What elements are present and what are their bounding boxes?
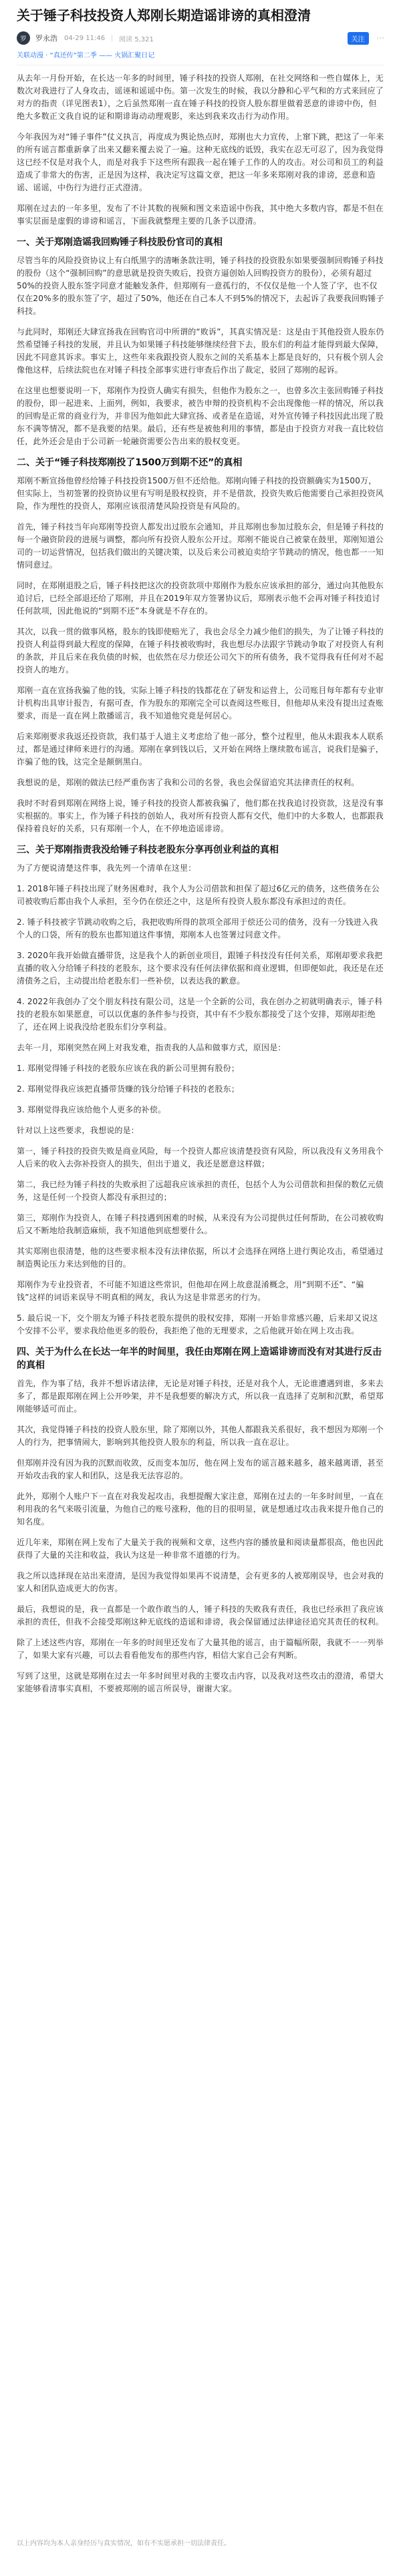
article-meta — [17, 31, 384, 45]
paragraph: 在这里也想要说明一下，郑刚作为投资人确实有损失，但他作为股东之一，也曾多次主张回购锤子科技的股份，即一起进来、上面列，例如，我要求，被告申辩的投资机构不会出现像他一样的情况，所以我的回购是正常的商业行为，并非因为他如此大肆宣扬、或者是在造谣，对外宣传锤子科技因此出现了股东不满等情况，都不是我要的结果。最后，还有些是被他利用的事情，都是由于投资方对我一直比较信任，此外还会是由于公司新一轮融资需要公告出来的股权变更。 — [17, 386, 384, 446]
article-title: 关于锤子科技投资人郑刚长期造谣诽谤的真相澄清 — [17, 7, 311, 23]
section-heading: 三、关于郑刚指责我没给锤子科技老股东分享再创业利益的真相 — [17, 845, 279, 855]
intro-paragraphs — [17, 72, 384, 228]
section-heading: 二、关于“锤子科技郑刚投了1500万到期不还”的真相 — [17, 457, 243, 468]
paragraph: 5. 最后说一下，交个朋友为锤子科技老股东提供的股权安排，郑刚一开始非常感兴趣，后来却又说这个安排不公平，要求我给他更多的股份，我拒绝了他的无理要求，之后他就开始在网上攻击我。 — [17, 1313, 378, 1335]
paragraph: 郑刚在过去的一年多里，发布了不计其数的视频和图文来造谣中伤我，其中绝大多数内容，都是不但在事实层面是虚假的诽谤和谣言，下面我就整理主要的几条予以澄清。 — [17, 204, 384, 226]
paragraph: 同时，在郑刚退股之后，锤子科技把这次的投资款项中郑刚作为股东应该承担的部分，通过向其他股东追讨后，已经全部退还给了郑刚，并且在2019年双方签署协议后，郑刚表示他不会再对锤子科技追讨任何款项，因此他说的“到期不还”本身就是不存在的。 — [17, 581, 384, 616]
paragraph: 我想说的是，郑刚的做法已经严重伤害了我和公司的名誉，我也会保留追究其法律责任的权利。 — [17, 778, 360, 787]
section-3 — [17, 843, 384, 1337]
paragraph: 近几年来，郑刚在网上发布了大量关于我的视频和文章，这些内容的播放量和阅读量都很高，他也因此获得了大量的关注和收益，我认为这是一种非常不道德的行为。 — [17, 1538, 384, 1560]
paragraph: 3. 2020年我开始做直播带货，这是我个人的新创业项目，跟锤子科技没有任何关系，郑刚却要求我把直播的收入分给锤子科技的老股东，这个要求没有任何法律依据和商业逻辑，但即便如此，我还是在还清债务之后，主动提出给老股东们一些补偿，以表达我的歉意。 — [17, 951, 384, 986]
paragraph: 其次，以我一贯的做事风格，股东的钱即使赔光了，我也会尽全力减少他们的损失，为了让锤子科技的投资人利益得到最大程度的保障，在锤子科技被收购时，我也想尽办法跟字节跳动争取了对投资人有利的条款，并且后来在我负债的时候，也依然在尽力偿还公司欠下的所有债务，我不觉得我有任何对不起投资人的地方。 — [17, 627, 384, 674]
footer-note: 以上内容均为本人亲身经历与真实情况，如有不实愿承担一切法律责任。 — [17, 2540, 231, 2547]
paragraph: 后来郑刚要求我返还投资款，我们基于人道主义考虑给了他一部分，整个过程里，他从未跟我本人联系过，都是通过律师来进行的沟通。郑刚在拿到钱以后，又开始在网络上继续散布谣言，说我们是骗子，诈骗了他的钱，这完全是颠倒黑白。 — [17, 732, 384, 767]
paragraph: 此外，郑刚个人账户下一直在对我发起攻击，我想提醒大家注意，郑刚在过去的一年多时间里，一直在利用我的名气来吸引流量，为他自己的账号涨粉，他的目的很明显，就是想通过攻击我来提升他自己的知名度。 — [17, 1492, 384, 1526]
follow-button[interactable]: 关注 — [348, 32, 369, 45]
closing — [17, 1670, 384, 1695]
paragraph: 3. 郑刚觉得我应该给他个人更多的补偿。 — [17, 1105, 166, 1114]
paragraph: 首先，锤子科技当年向郑刚等投资人都发出过股东会通知，并且郑刚也参加过股东会，但是锤子科技的每一个融资阶段的进展与调整，都向所有投资人股东公开过。郑刚不能说自己被蒙在鼓里，郑刚知道公司的一切运营情况，包括我们做出的关键决策，以及后来公司被迫卖给字节跳动的情况，他也都一一知情同意过。 — [17, 522, 384, 570]
avatar[interactable]: 罗 — [17, 31, 30, 45]
section-1 — [17, 236, 384, 448]
paragraph: 2. 郑刚觉得我应该把直播带货赚的钱分给锤子科技的老股东； — [17, 1084, 240, 1094]
paragraph: 首先，作为事了结，我并不想诉诸法律，无论是对锤子科技，还是对我个人，无论谁遭遇到谁，多来去多了，都是跟郑刚在网上公开吵架，并不是我想要的解决方式，所以我一直选择了克制和沉默，希望郑刚能够适可而止。 — [17, 1379, 384, 1414]
publish-time: 04-29 11:46 — [64, 34, 106, 42]
paragraph: 2. 锤子科技被字节跳动收购之后，我把收购所得的款项全部用于偿还公司的债务，没有一分钱进入我个人的口袋，所有的股东也都知道这件事情，郑刚本人也签署过同意文件。 — [17, 917, 378, 939]
paragraph: 除了上述这些内容，郑刚在一年多的时间里还发布了大量其他的谣言，由于篇幅所限，我就不一一列举了，如果大家有兴趣，可以去看看他发布的那些内容，相信大家自己会有判断。 — [17, 1638, 384, 1660]
paragraph: 针对以上这些要求，我想说的是： — [17, 1126, 140, 1135]
paragraph: 尽管当年的风险投资协议上有白纸黑字的清晰条款注明，锤子科技的投资股东如果要强制回购锤子科技的股份（这个“强制回购”的意思就是投资失败后，投资方逼创始人回购投资方的股份），必须有超过50%的投资人股东签字同意才能触发条件，但郑刚有一意孤行的，不仅仅是他一个人签了字，也不仅仅在20%多的股东签了字，超过了50%，他还在自己本人不到5%的情况下，去起诉了我要我回购锤子科技。 — [17, 256, 384, 316]
paragraph: 其次，我觉得锤子科技的投资人股东里，除了郑刚以外，其他人都跟我关系很好，我不想因为郑刚一个人的行为，把事情闹大，影响到其他投资人股东的利益，所以我一直在忍让。 — [17, 1425, 384, 1447]
author-name[interactable]: 罗永浩 — [35, 34, 57, 43]
related-link[interactable]: 关联动漫 · “真还传”第二季 —— 火锅汇聚日记 — [17, 52, 155, 59]
paragraph: 最后，我想说的是，我一直都是一个敢作敢当的人，锤子科技的失败我有责任，我也已经承担了我应该承担的责任，但我不会接受郑刚这种无底线的造谣和诽谤，我会保留通过法律途径追究其责任的权利。 — [17, 1604, 384, 1627]
paragraph: 1. 2018年锤子科技出现了财务困难时，我个人为公司借款和担保了超过6亿元的债务，这些债务在公司被收购后都由我个人承担，至今仍在偿还之中，这是所有投资人股东都没有承担过的责任。 — [17, 884, 380, 906]
paragraph: 1. 郑刚觉得锤子科技的老股东应该在我的新公司里拥有股份； — [17, 1064, 240, 1073]
paragraph: 与此同时，郑刚还大肆宣扬我在回购官司中所谓的“败诉”，其真实情况是：这是由于其他投资人股东仍然希望锤子科技的发展，并且认为如果锤子科技能够继续经营下去，股东们的利益才能得到最大保障，因此不同意其诉求。事实上，这些年来我跟投资人股东之间的关系基本上都是良好的，只有极个别人会像他这样，后续法院也在对锤子科技全部事实进行审查后作出了裁定，驳回了郑刚的起诉。 — [17, 327, 384, 375]
section-2 — [17, 456, 384, 835]
paragraph: 郑刚作为专业投资者，不可能不知道这些常识，但他却在网上故意混淆概念，用“到期不还”、“骗钱”这样的词语来误导不明真相的网友，我认为这是非常恶劣的行为。 — [17, 1280, 364, 1302]
section-4 — [17, 1345, 384, 1662]
paragraph: 郑刚不断宣扬他曾经给锤子科技投资1500万但不还给他。郑刚向锤子科技的投资额确实为1500万，但实际上，当初签署的投资协议里有写明是股权投资，并不是借款，投资失败后他需要自己承担投资风险，作为理性的投资人，郑刚应该很清楚风险投资是有风险的。 — [17, 476, 384, 511]
paragraph: 我之所以选择现在站出来澄清，是因为我觉得如果再不说清楚，会有更多的人被郑刚误导，也会对我的家人和团队造成更大的伤害。 — [17, 1571, 384, 1593]
section-heading: 一、关于郑刚造谣我回购锤子科技股份官司的真相 — [17, 237, 223, 248]
paragraph: 第二，我已经为锤子科技的失败承担了远超我应该承担的责任，包括个人为公司借款和担保的数亿元债务，这是任何一个投资人都没有承担过的； — [17, 1180, 384, 1202]
paragraph: 去年一月，郑刚突然在网上对我发难，指责我的人品和做事方式，原因是： — [17, 1043, 286, 1052]
paragraph: 写到了这里，这就是郑刚在过去一年多时间里对我的主要攻击内容，以及我对这些攻击的澄清，希望大家能够看清事实真相，不要被郑刚的谣言所误导，谢谢大家。 — [17, 1671, 384, 1693]
paragraph: 从去年一月份开始，在长达一年多的时间里，锤子科技的投资人郑刚，在社交网络和一些自媒体上，无数次对我进行了人身攻击，谣诬和谣谣中伤。第一次发生的时候，我以分静和心平气和的方式来回应了对方的指责（详见图表1），之后虽然郑刚一直在锤子科技的投资人股东群里做着恶意的诽谤中伤，但绝大多数正文我自说的证和期诽诲动动理观影，来达到我来攻击行为动作用。 — [17, 73, 384, 121]
paragraph: 郑刚一直在宣扬我骗了他的钱，实际上锤子科技的钱都花在了研发和运营上，公司账目每年都有专业审计机构出具审计报告，有据可查，作为股东的郑刚完全可以查阅这些账目，但他却从来没有提出过查账要求，而是一直在网上散播谣言，我不知道他究竟是何居心。 — [17, 686, 384, 720]
paragraph: 第三，郑刚作为投资人，在锤子科技遇到困难的时候，从来没有为公司提供过任何帮助，在公司被收购后又不断地给我制造麻烦，我不知道他到底想要什么。 — [17, 1213, 384, 1235]
paragraph: 今年我因为对“锤子事件”仗义执言，再度成为舆论热点时，郑刚也大力宣传，上窜下跳，把这了一年来的所有谣言都重新拿了出来又翻来覆去说了一遍。这种无底线的诋毁，我实在忍无可忍了，因为我觉得这已经不仅是对我个人，而是对我手下这些所有跟我一起在锤子工作的人的攻击。对公司和员工的利益造成了非常大的伤害，正是因为这样，我决定写这篇文章，把这一年多来郑刚对我的诽谤，恶意和造谣、谣谣，中伤行为进行正式澄清。 — [17, 132, 384, 192]
paragraph: 为了方便说清楚这件事，我先列一个清单在这里： — [17, 863, 196, 873]
view-count: 阅读 5,321 — [119, 35, 154, 43]
paragraph: 其实郑刚也很清楚，他的这些要求根本没有法律依据，所以才会选择在网络上进行舆论攻击，希望通过制造舆论压力来达到他的目的。 — [17, 1247, 384, 1269]
section-heading: 四、关于为什么在长达一年半的时间里，我任由郑刚在网上造谣诽谤而没有对其进行反击的真相 — [17, 1347, 382, 1371]
paragraph: 4. 2022年我创办了交个朋友科技有限公司，这是一个全新的公司，我在创办之初就明确表示，锤子科技的老股东如果愿意，可以以优惠的条件参与投资，其中有不少股东都接受了这个安排，郑刚却拒绝了，还在网上说我没给老股东们分享利益。 — [17, 997, 383, 1032]
paragraph: 第一，锤子科技的投资失败是商业风险，每一个投资人都应该清楚投资有风险，所以我没有义务用我个人后来的收入去弥补投资人的损失，但出于道义，我还是愿意这样做； — [17, 1146, 384, 1168]
paragraph: 我时不时看到郑刚在网络上说，锤子科技的投资人都被我骗了，他们都在找我追讨投资款，这是没有事实根据的。事实上，作为锤子科技的创始人，我对所有投资人都有交代，他们中的大多数人，也都跟我保持着良好的关系，只有郑刚一个人，在不停地造谣诽谤。 — [17, 799, 384, 833]
paragraph: 但郑刚并没有因为我的沉默而收敛，反而变本加厉，他在网上发布的谣言越来越多，越来越离谱，甚至开始攻击我的家人和团队，这是我无法容忍的。 — [17, 1458, 384, 1480]
more-icon[interactable]: ··· — [376, 33, 384, 43]
